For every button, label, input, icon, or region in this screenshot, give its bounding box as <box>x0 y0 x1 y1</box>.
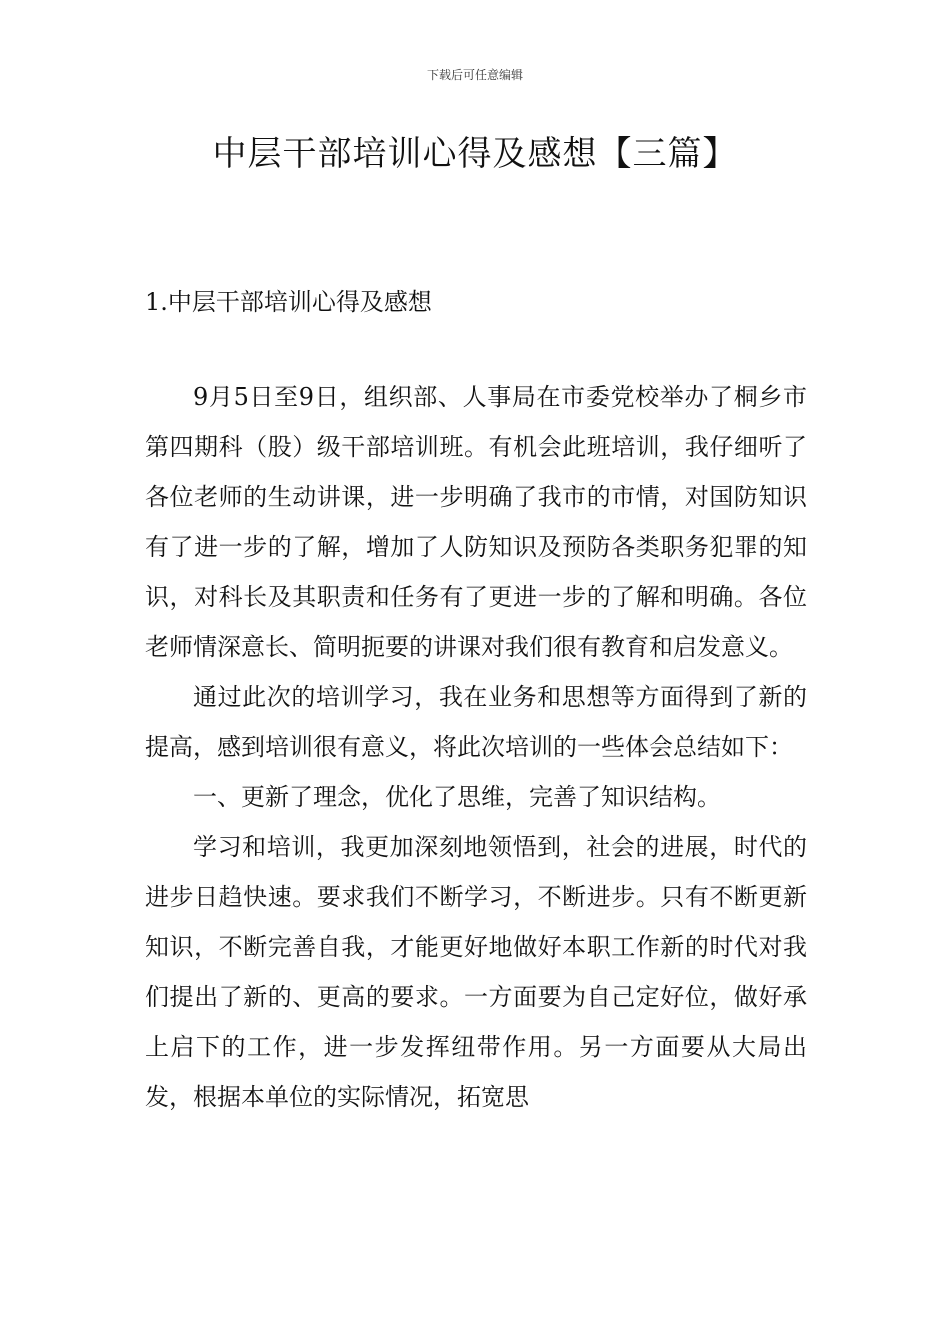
paragraph-2: 通过此次的培训学习，我在业务和思想等方面得到了新的提高，感到培训很有意义，将此次培训的一些体会总结如下： <box>145 683 807 761</box>
paragraph-3: 一、更新了理念，优化了思维，完善了知识结构。 <box>193 783 721 811</box>
header-note: 下载后可任意编辑 <box>426 68 523 82</box>
body-text <box>145 372 807 1122</box>
paragraph-4: 学习和培训，我更加深刻地领悟到，社会的进展，时代的进步日趋快速。要求我们不断学习，不断进步。只有不断更新知识，不断完善自我，才能更好地做好本职工作新的时代对我们提出了新的、更高的要求。一方面要为自己定好位，做好承上启下的工作，进一步发挥纽带作用。另一方面要从大局出发，根据本单位的实际情况，拓宽思 <box>145 833 807 1111</box>
section-heading: 1.中层干部培训心得及感想 <box>145 288 432 316</box>
document-title: 中层干部培训心得及感想【三篇】 <box>212 134 738 174</box>
paragraph-1: 9月5日至9日，组织部、人事局在市委党校举办了桐乡市第四期科（股）级干部培训班。有机会此班培训，我仔细听了各位老师的生动讲课，进一步明确了我市的市情，对国防知识有了进一步的了解，增加了人防知识及预防各类职务犯罪的知识，对科长及其职责和任务有了更进一步的了解和明确。各位老师情深意长、简明扼要的讲课对我们很有教育和启发意义。 <box>145 383 807 661</box>
